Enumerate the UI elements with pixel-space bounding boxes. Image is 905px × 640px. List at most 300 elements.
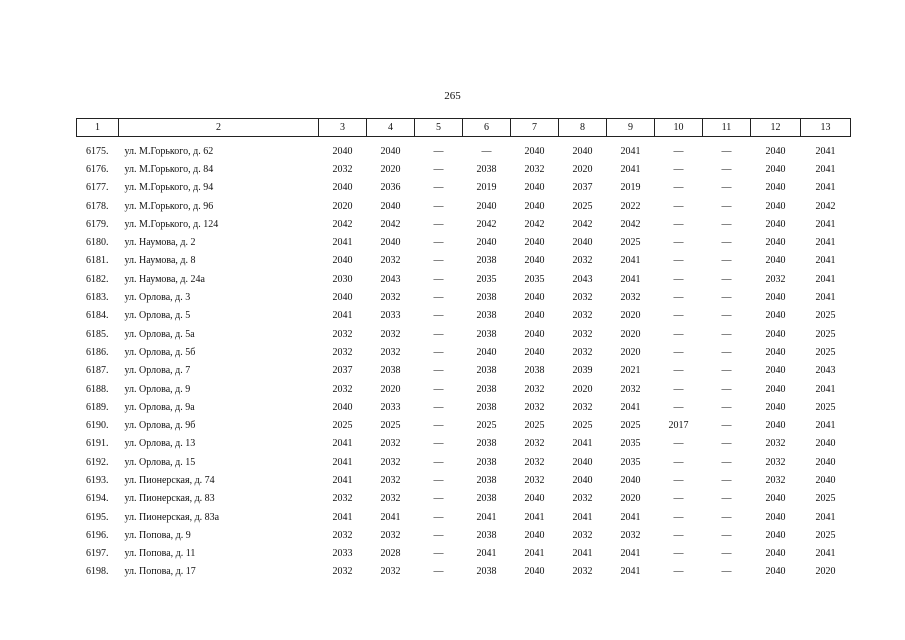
column-header-10: 10 — [655, 119, 703, 137]
table-cell: 2032 — [380, 493, 401, 505]
table-cell: 2025 — [815, 493, 836, 505]
table-cell: — — [673, 328, 684, 340]
table-cell: 2040 — [765, 493, 786, 505]
table-cell: 2035 — [476, 273, 497, 285]
table-cell: 2041 — [476, 511, 497, 523]
table-cell: — — [721, 401, 732, 413]
table-cell: — — [433, 438, 444, 450]
column-header-13: 13 — [801, 119, 851, 137]
table-cell: 2040 — [765, 292, 786, 304]
table-cell: 2040 — [815, 438, 836, 450]
table-cell: 2019 — [620, 182, 641, 194]
table-cell: 2032 — [524, 163, 545, 175]
table-cell: — — [433, 310, 444, 322]
table-cell: — — [673, 346, 684, 358]
row-number: 6196. — [86, 529, 109, 541]
address-cell: ул. Наумова, д. 8 — [124, 255, 196, 267]
table-cell: 2040 — [476, 237, 497, 249]
table-row — [77, 197, 851, 215]
table-row — [77, 215, 851, 233]
table-cell: 2040 — [765, 237, 786, 249]
column-header-5: 5 — [415, 119, 463, 137]
table-body — [77, 137, 851, 582]
table-cell: 2038 — [476, 365, 497, 377]
address-cell: ул. Орлова, д. 9 — [124, 383, 191, 395]
table-cell: 2032 — [524, 401, 545, 413]
table-cell: 2041 — [332, 474, 353, 486]
address-cell: ул. М.Горького, д. 124 — [124, 218, 219, 230]
table-cell: 2032 — [572, 255, 593, 267]
table-cell: — — [433, 292, 444, 304]
table-cell: — — [721, 365, 732, 377]
table-cell: — — [433, 456, 444, 468]
table-cell: 2032 — [765, 474, 786, 486]
row-number: 6186. — [86, 346, 109, 358]
table-row — [77, 490, 851, 508]
table-cell: — — [721, 237, 732, 249]
table-cell: 2042 — [476, 218, 497, 230]
table-cell: 2040 — [332, 292, 353, 304]
table-cell: 2032 — [620, 383, 641, 395]
address-cell: ул. Попова, д. 9 — [124, 529, 191, 541]
table-cell: 2038 — [476, 328, 497, 340]
table-cell: 2032 — [572, 529, 593, 541]
table-cell: 2040 — [524, 200, 545, 212]
table-cell: 2041 — [815, 163, 836, 175]
table-cell: 2020 — [572, 163, 593, 175]
table-cell: — — [673, 493, 684, 505]
table-row — [77, 471, 851, 489]
table-cell: — — [721, 566, 732, 578]
address-cell: ул. Пионерская, д. 74 — [124, 474, 215, 486]
table-cell: 2041 — [815, 511, 836, 523]
table-cell: 2025 — [380, 420, 401, 432]
table-cell: 2040 — [815, 456, 836, 468]
table-cell: 2032 — [380, 255, 401, 267]
row-number: 6182. — [86, 273, 109, 285]
table-cell: 2041 — [620, 548, 641, 560]
table-cell: 2038 — [476, 493, 497, 505]
row-number: 6195. — [86, 511, 109, 523]
table-cell: 2040 — [765, 218, 786, 230]
row-number: 6177. — [86, 182, 109, 194]
table-row — [77, 160, 851, 178]
table-cell: 2020 — [620, 346, 641, 358]
table-cell: 2041 — [815, 548, 836, 560]
table-row — [77, 233, 851, 251]
table-cell: 2020 — [620, 328, 641, 340]
table-cell: — — [673, 548, 684, 560]
table-cell: — — [673, 218, 684, 230]
table-cell: 2037 — [572, 182, 593, 194]
table-cell: 2033 — [332, 548, 353, 560]
column-header-3: 3 — [319, 119, 367, 137]
table-row — [77, 137, 851, 161]
table-cell: 2032 — [380, 456, 401, 468]
table-cell: 2032 — [332, 163, 353, 175]
row-number: 6194. — [86, 493, 109, 505]
table-cell: 2030 — [332, 273, 353, 285]
table-cell: 2032 — [572, 310, 593, 322]
table-cell: 2032 — [332, 383, 353, 395]
table-cell: 2043 — [572, 273, 593, 285]
table-cell: 2041 — [572, 438, 593, 450]
table-cell: — — [721, 438, 732, 450]
table-cell: — — [673, 182, 684, 194]
row-number: 6180. — [86, 237, 109, 249]
table-cell: 2041 — [476, 548, 497, 560]
table-cell: — — [721, 548, 732, 560]
table-cell: — — [721, 273, 732, 285]
table-cell: 2040 — [765, 566, 786, 578]
table-cell: 2040 — [572, 474, 593, 486]
table-cell: 2032 — [524, 383, 545, 395]
table-cell: — — [721, 328, 732, 340]
address-cell: ул. М.Горького, д. 96 — [124, 200, 214, 212]
table-cell: 2025 — [815, 401, 836, 413]
table-cell: — — [481, 145, 492, 157]
table-cell: 2032 — [572, 493, 593, 505]
table-cell: — — [721, 420, 732, 432]
table-cell: — — [673, 237, 684, 249]
table-cell: 2041 — [620, 401, 641, 413]
address-cell: ул. Орлова, д. 5б — [124, 346, 196, 358]
table-cell: 2017 — [668, 420, 689, 432]
table-cell: — — [721, 182, 732, 194]
table-cell: 2041 — [332, 237, 353, 249]
table-cell: — — [721, 346, 732, 358]
table-cell: 2033 — [380, 401, 401, 413]
column-header-7: 7 — [511, 119, 559, 137]
table-cell: — — [433, 218, 444, 230]
table-cell: 2033 — [380, 310, 401, 322]
table-cell: 2040 — [765, 383, 786, 395]
table-cell: 2039 — [572, 365, 593, 377]
table-cell: 2040 — [765, 310, 786, 322]
table-cell: 2020 — [380, 163, 401, 175]
table-cell: 2025 — [524, 420, 545, 432]
table-cell: 2041 — [620, 255, 641, 267]
table-cell: 2032 — [620, 292, 641, 304]
table-cell: 2041 — [620, 273, 641, 285]
table-cell: — — [721, 383, 732, 395]
address-cell: ул. Попова, д. 17 — [124, 566, 196, 578]
table-cell: — — [673, 438, 684, 450]
table-cell: — — [433, 383, 444, 395]
row-number: 6190. — [86, 420, 109, 432]
table-cell: 2038 — [476, 529, 497, 541]
table-row — [77, 416, 851, 434]
table-cell: 2020 — [380, 383, 401, 395]
table-header — [77, 119, 851, 137]
column-header-1: 1 — [77, 119, 119, 137]
column-header-12: 12 — [751, 119, 801, 137]
row-number: 6175. — [86, 145, 109, 157]
table-cell: 2028 — [380, 548, 401, 560]
table-cell: 2035 — [620, 438, 641, 450]
table-cell: 2032 — [380, 438, 401, 450]
table-cell: 2038 — [476, 401, 497, 413]
address-cell: ул. Попова, д. 11 — [124, 548, 196, 560]
address-cell: ул. Орлова, д. 7 — [124, 365, 191, 377]
table-row — [77, 252, 851, 270]
table-cell: 2025 — [572, 200, 593, 212]
table-cell: 2032 — [524, 456, 545, 468]
table-cell: — — [673, 163, 684, 175]
table-cell: 2042 — [524, 218, 545, 230]
address-cell: ул. Пионерская, д. 83а — [124, 511, 220, 523]
table-row — [77, 526, 851, 544]
address-cell: ул. Пионерская, д. 83 — [124, 493, 215, 505]
table-cell: 2032 — [572, 292, 593, 304]
table-cell: 2032 — [572, 346, 593, 358]
table-cell: — — [433, 145, 444, 157]
table-cell: 2020 — [815, 566, 836, 578]
table-cell: 2025 — [620, 237, 641, 249]
table-cell: 2025 — [332, 420, 353, 432]
table-cell: 2042 — [380, 218, 401, 230]
table-cell: 2041 — [815, 145, 836, 157]
table-cell: — — [673, 401, 684, 413]
table-cell: 2025 — [815, 310, 836, 322]
table-cell: 2041 — [815, 383, 836, 395]
address-cell: ул. Орлова, д. 15 — [124, 456, 196, 468]
column-header-4: 4 — [367, 119, 415, 137]
table-cell: — — [721, 292, 732, 304]
table-cell: 2040 — [380, 200, 401, 212]
table-cell: 2021 — [620, 365, 641, 377]
table-row — [77, 179, 851, 197]
table-cell: 2038 — [524, 365, 545, 377]
column-header-8: 8 — [559, 119, 607, 137]
table-cell: 2022 — [620, 200, 641, 212]
table-row — [77, 307, 851, 325]
table-cell: 2035 — [620, 456, 641, 468]
table-row — [77, 343, 851, 361]
table-cell: 2041 — [815, 255, 836, 267]
table-cell: 2020 — [572, 383, 593, 395]
table-cell: — — [721, 493, 732, 505]
table-cell: 2041 — [620, 566, 641, 578]
table-cell: — — [673, 511, 684, 523]
table-cell: 2040 — [524, 566, 545, 578]
row-number: 6183. — [86, 292, 109, 304]
table-cell: 2042 — [620, 218, 641, 230]
table-cell: 2040 — [380, 237, 401, 249]
table-cell: — — [433, 328, 444, 340]
table-cell: 2041 — [572, 511, 593, 523]
table-cell: 2040 — [765, 255, 786, 267]
table-cell: — — [433, 365, 444, 377]
table-cell: — — [673, 474, 684, 486]
address-cell: ул. Орлова, д. 9а — [124, 401, 195, 413]
table-cell: 2040 — [765, 365, 786, 377]
row-number: 6184. — [86, 310, 109, 322]
table-row — [77, 563, 851, 581]
table-cell: — — [433, 511, 444, 523]
table-cell: 2040 — [765, 200, 786, 212]
table-cell: 2040 — [765, 548, 786, 560]
table-cell: — — [721, 456, 732, 468]
table-cell: 2040 — [620, 474, 641, 486]
table-cell: 2032 — [380, 529, 401, 541]
address-cell: ул. Орлова, д. 5а — [124, 328, 195, 340]
column-header-9: 9 — [607, 119, 655, 137]
table-cell: 2040 — [524, 493, 545, 505]
table-cell: 2032 — [572, 328, 593, 340]
table-cell: 2032 — [524, 474, 545, 486]
table-cell: — — [673, 383, 684, 395]
page-number: 265 — [444, 90, 461, 102]
table-cell: 2032 — [332, 529, 353, 541]
table-cell: 2020 — [332, 200, 353, 212]
column-header-11: 11 — [703, 119, 751, 137]
table-cell: 2040 — [524, 182, 545, 194]
address-cell: ул. Орлова, д. 13 — [124, 438, 196, 450]
table-cell: 2040 — [524, 292, 545, 304]
table-cell: 2032 — [332, 493, 353, 505]
table-cell: 2025 — [815, 529, 836, 541]
table-cell: 2032 — [572, 566, 593, 578]
table-cell: 2032 — [380, 346, 401, 358]
row-number: 6179. — [86, 218, 109, 230]
table-cell: — — [673, 456, 684, 468]
table-cell: — — [433, 529, 444, 541]
row-number: 6197. — [86, 548, 109, 560]
table-cell: 2032 — [332, 328, 353, 340]
table-cell: 2025 — [815, 346, 836, 358]
table-row — [77, 288, 851, 306]
table-cell: 2037 — [332, 365, 353, 377]
table-cell: 2041 — [815, 218, 836, 230]
table-cell: 2040 — [524, 145, 545, 157]
table-cell: — — [721, 529, 732, 541]
table-cell: — — [721, 218, 732, 230]
table-cell: 2040 — [765, 328, 786, 340]
table-cell: 2043 — [815, 365, 836, 377]
table-cell: 2025 — [476, 420, 497, 432]
table-cell: 2042 — [815, 200, 836, 212]
table-cell: — — [673, 566, 684, 578]
table-cell: — — [433, 474, 444, 486]
table-row — [77, 362, 851, 380]
table-cell: 2041 — [620, 163, 641, 175]
table-cell: 2020 — [620, 493, 641, 505]
table-cell: — — [721, 163, 732, 175]
table-cell: — — [673, 273, 684, 285]
table-cell: — — [433, 401, 444, 413]
table-cell: 2040 — [332, 401, 353, 413]
table-cell: — — [433, 420, 444, 432]
table-cell: 2032 — [765, 273, 786, 285]
table-cell: 2038 — [476, 438, 497, 450]
table-cell: 2032 — [380, 566, 401, 578]
table-row — [77, 435, 851, 453]
table-cell: 2041 — [620, 511, 641, 523]
table-cell: — — [721, 511, 732, 523]
table-cell: 2041 — [332, 310, 353, 322]
table-cell: 2040 — [765, 145, 786, 157]
row-number: 6188. — [86, 383, 109, 395]
table-cell: — — [433, 237, 444, 249]
table-cell: — — [433, 566, 444, 578]
row-number: 6187. — [86, 365, 109, 377]
table-cell: — — [721, 474, 732, 486]
table-cell: 2042 — [572, 218, 593, 230]
table-cell: 2040 — [476, 346, 497, 358]
row-number: 6191. — [86, 438, 109, 450]
table-cell: — — [433, 182, 444, 194]
table-cell: — — [721, 255, 732, 267]
table-cell: 2036 — [380, 182, 401, 194]
table-cell: 2042 — [332, 218, 353, 230]
table-cell: — — [721, 310, 732, 322]
table-cell: 2040 — [572, 456, 593, 468]
table-cell: 2041 — [524, 511, 545, 523]
column-header-2: 2 — [119, 119, 319, 137]
table-cell: — — [433, 200, 444, 212]
table-cell: — — [673, 200, 684, 212]
table-cell: 2043 — [380, 273, 401, 285]
table-cell: 2040 — [572, 145, 593, 157]
row-number: 6192. — [86, 456, 109, 468]
header-row — [77, 119, 851, 137]
table-cell: 2032 — [765, 438, 786, 450]
table-cell: 2025 — [620, 420, 641, 432]
table-cell: 2035 — [524, 273, 545, 285]
table-cell: 2041 — [332, 456, 353, 468]
table-row — [77, 545, 851, 563]
table-cell: 2038 — [476, 383, 497, 395]
table-cell: — — [673, 145, 684, 157]
table-cell: 2032 — [380, 328, 401, 340]
table-cell: 2040 — [524, 310, 545, 322]
table-cell: 2040 — [524, 255, 545, 267]
table-cell: 2041 — [815, 273, 836, 285]
table-cell: — — [673, 529, 684, 541]
table-cell: — — [673, 292, 684, 304]
table-cell: 2040 — [332, 145, 353, 157]
table-cell: 2040 — [380, 145, 401, 157]
table-cell: 2025 — [572, 420, 593, 432]
table-cell: 2041 — [815, 182, 836, 194]
table-cell: 2032 — [572, 401, 593, 413]
table-cell: 2040 — [476, 200, 497, 212]
table-cell: 2038 — [476, 474, 497, 486]
table-cell: 2041 — [815, 292, 836, 304]
table-cell: 2032 — [380, 292, 401, 304]
table-row — [77, 453, 851, 471]
address-cell: ул. М.Горького, д. 84 — [124, 163, 214, 175]
table-cell: 2038 — [380, 365, 401, 377]
table-cell: 2032 — [620, 529, 641, 541]
table-cell: 2032 — [524, 438, 545, 450]
column-header-6: 6 — [463, 119, 511, 137]
table-cell: 2038 — [476, 310, 497, 322]
table-cell: 2038 — [476, 566, 497, 578]
table-cell: 2041 — [572, 548, 593, 560]
table-cell: — — [721, 145, 732, 157]
address-cell: ул. Наумова, д. 2 — [124, 237, 196, 249]
table-cell: 2032 — [332, 346, 353, 358]
row-number: 6193. — [86, 474, 109, 486]
address-cell: ул. М.Горького, д. 94 — [124, 182, 214, 194]
table-cell: 2041 — [620, 145, 641, 157]
table-cell: — — [721, 200, 732, 212]
table-cell: 2041 — [815, 237, 836, 249]
row-number: 6198. — [86, 566, 109, 578]
table-row — [77, 270, 851, 288]
